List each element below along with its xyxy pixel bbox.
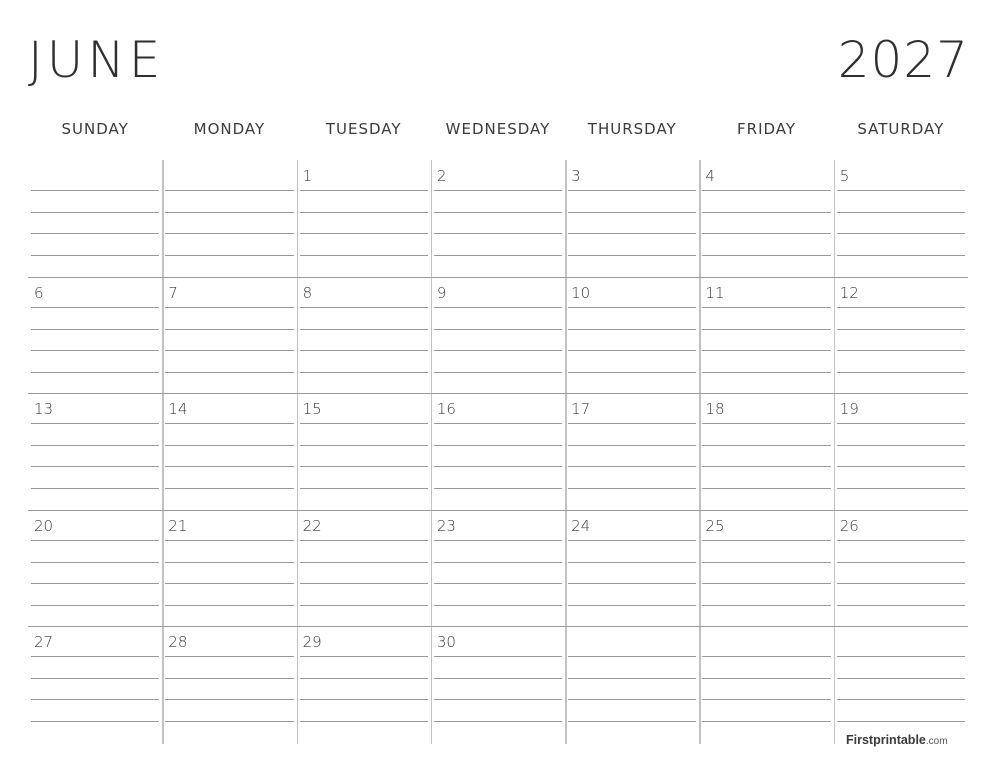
writing-line xyxy=(702,350,830,351)
day-cell[interactable] xyxy=(162,626,296,743)
week-divider xyxy=(565,277,699,278)
day-cell[interactable] xyxy=(431,626,565,743)
week-divider xyxy=(28,626,162,627)
week-divider xyxy=(431,626,565,627)
writing-line xyxy=(837,423,965,424)
writing-line xyxy=(31,540,159,541)
writing-line xyxy=(434,583,562,584)
week-divider xyxy=(431,510,565,511)
week-divider xyxy=(834,626,968,627)
day-cell[interactable] xyxy=(28,510,162,627)
day-number: 15 xyxy=(302,400,322,419)
writing-line xyxy=(434,562,562,563)
week-divider xyxy=(162,393,296,394)
writing-line xyxy=(837,488,965,489)
writing-line xyxy=(434,307,562,308)
day-cell[interactable] xyxy=(565,160,699,277)
day-cell[interactable] xyxy=(699,160,833,277)
writing-line xyxy=(300,307,428,308)
writing-line xyxy=(702,466,830,467)
writing-line xyxy=(702,329,830,330)
day-cell[interactable] xyxy=(699,510,833,627)
writing-line xyxy=(165,540,293,541)
writing-line xyxy=(568,212,696,213)
writing-line xyxy=(702,721,830,722)
day-cell[interactable] xyxy=(565,626,699,743)
writing-line xyxy=(837,329,965,330)
day-number: 4 xyxy=(705,167,715,185)
writing-line xyxy=(702,212,830,213)
writing-line xyxy=(300,423,428,424)
weekday-label: SATURDAY xyxy=(857,120,945,138)
weekday-label: THURSDAY xyxy=(587,120,677,138)
writing-line xyxy=(837,656,965,657)
writing-line xyxy=(300,562,428,563)
writing-line xyxy=(165,699,293,700)
writing-line xyxy=(568,488,696,489)
writing-line xyxy=(31,350,159,351)
writing-line xyxy=(31,678,159,679)
writing-line xyxy=(568,466,696,467)
writing-line xyxy=(165,656,293,657)
day-number: 7 xyxy=(168,283,178,302)
day-number: 8 xyxy=(302,283,313,302)
week-divider xyxy=(297,626,431,627)
calendar-grid xyxy=(28,160,968,744)
day-number: 25 xyxy=(705,516,725,535)
writing-line xyxy=(568,540,696,541)
writing-line xyxy=(568,721,696,722)
writing-line xyxy=(31,721,159,722)
writing-line xyxy=(165,329,293,330)
writing-line xyxy=(31,372,159,373)
writing-line xyxy=(837,678,965,679)
writing-line xyxy=(837,562,965,563)
writing-line xyxy=(702,656,830,657)
writing-line xyxy=(434,212,562,213)
day-number: 27 xyxy=(34,633,54,652)
brand-suffix: .com xyxy=(925,736,948,747)
day-cell[interactable] xyxy=(297,510,431,627)
writing-line xyxy=(300,605,428,606)
writing-line xyxy=(434,466,562,467)
day-number: 12 xyxy=(839,283,859,302)
writing-line xyxy=(165,233,293,234)
day-number: 2 xyxy=(436,167,447,185)
day-cell[interactable] xyxy=(834,393,968,510)
writing-line xyxy=(434,190,562,191)
writing-line xyxy=(300,540,428,541)
writing-line xyxy=(702,190,830,191)
week-divider xyxy=(699,393,833,394)
day-cell[interactable] xyxy=(28,277,162,394)
day-number: 23 xyxy=(436,516,456,535)
writing-line xyxy=(31,445,159,446)
writing-line xyxy=(568,233,696,234)
writing-line xyxy=(300,233,428,234)
writing-line xyxy=(434,372,562,373)
writing-line xyxy=(165,190,293,191)
writing-line xyxy=(568,350,696,351)
writing-line xyxy=(837,190,965,191)
writing-line xyxy=(300,699,428,700)
brand-logo xyxy=(846,733,948,747)
day-cell[interactable] xyxy=(699,626,833,743)
writing-line xyxy=(434,678,562,679)
writing-line xyxy=(837,372,965,373)
writing-line xyxy=(568,583,696,584)
week-divider xyxy=(834,510,968,511)
day-cell[interactable] xyxy=(699,277,833,394)
day-cell[interactable] xyxy=(565,277,699,394)
writing-line xyxy=(300,372,428,373)
writing-line xyxy=(568,656,696,657)
day-number: 11 xyxy=(705,283,725,302)
writing-line xyxy=(702,583,830,584)
day-cell[interactable] xyxy=(28,626,162,743)
writing-line xyxy=(837,605,965,606)
writing-line xyxy=(31,255,159,256)
writing-line xyxy=(165,212,293,213)
writing-line xyxy=(31,212,159,213)
writing-line xyxy=(31,583,159,584)
day-cell[interactable] xyxy=(162,510,296,627)
writing-line xyxy=(300,445,428,446)
day-number: 1 xyxy=(302,167,313,185)
writing-line xyxy=(165,372,293,373)
writing-line xyxy=(165,423,293,424)
day-number: 16 xyxy=(436,400,456,419)
writing-line xyxy=(31,488,159,489)
weekday-label: SUNDAY xyxy=(61,120,129,138)
writing-line xyxy=(165,466,293,467)
writing-line xyxy=(31,656,159,657)
writing-line xyxy=(837,699,965,700)
writing-line xyxy=(837,212,965,213)
writing-line xyxy=(165,678,293,679)
week-divider xyxy=(162,626,296,627)
writing-line xyxy=(702,605,830,606)
writing-line xyxy=(837,255,965,256)
week-divider xyxy=(565,626,699,627)
week-divider xyxy=(297,510,431,511)
writing-line xyxy=(31,307,159,308)
weekday-header-row xyxy=(28,118,968,140)
week-divider xyxy=(297,393,431,394)
week-divider xyxy=(162,277,296,278)
writing-line xyxy=(300,255,428,256)
week-divider xyxy=(28,277,162,278)
day-number: 24 xyxy=(571,516,591,535)
week-divider xyxy=(699,510,833,511)
writing-line xyxy=(165,307,293,308)
writing-line xyxy=(434,329,562,330)
writing-line xyxy=(568,678,696,679)
day-cell[interactable] xyxy=(431,277,565,394)
writing-line xyxy=(300,721,428,722)
day-cell[interactable] xyxy=(699,393,833,510)
writing-line xyxy=(702,233,830,234)
writing-line xyxy=(300,678,428,679)
day-number: 28 xyxy=(168,633,188,652)
day-number: 29 xyxy=(302,633,322,652)
writing-line xyxy=(434,423,562,424)
writing-line xyxy=(300,190,428,191)
writing-line xyxy=(165,605,293,606)
day-cell[interactable] xyxy=(162,393,296,510)
writing-line xyxy=(568,562,696,563)
week-divider xyxy=(28,510,162,511)
day-number: 18 xyxy=(705,400,725,419)
writing-line xyxy=(837,307,965,308)
day-number: 17 xyxy=(571,400,591,419)
writing-line xyxy=(434,656,562,657)
writing-line xyxy=(837,466,965,467)
writing-line xyxy=(837,721,965,722)
writing-line xyxy=(434,540,562,541)
day-cell[interactable] xyxy=(431,510,565,627)
writing-line xyxy=(568,445,696,446)
writing-line xyxy=(31,466,159,467)
year-title: 2027 xyxy=(837,31,969,89)
week-divider xyxy=(834,393,968,394)
writing-line xyxy=(568,329,696,330)
writing-line xyxy=(568,423,696,424)
weekday-label: WEDNESDAY xyxy=(445,120,551,138)
day-number: 5 xyxy=(839,167,850,185)
day-cell[interactable] xyxy=(162,160,296,277)
day-cell[interactable] xyxy=(28,393,162,510)
writing-line xyxy=(434,721,562,722)
writing-line xyxy=(702,488,830,489)
writing-line xyxy=(434,488,562,489)
day-cell[interactable] xyxy=(834,160,968,277)
week-divider xyxy=(431,277,565,278)
writing-line xyxy=(31,562,159,563)
week-divider xyxy=(699,626,833,627)
writing-line xyxy=(300,656,428,657)
week-divider xyxy=(162,510,296,511)
writing-line xyxy=(568,190,696,191)
week-divider xyxy=(297,277,431,278)
day-number: 10 xyxy=(571,283,591,302)
day-number: 13 xyxy=(34,400,54,419)
writing-line xyxy=(568,255,696,256)
writing-line xyxy=(165,562,293,563)
writing-line xyxy=(568,307,696,308)
writing-line xyxy=(300,488,428,489)
writing-line xyxy=(434,445,562,446)
writing-line xyxy=(837,233,965,234)
day-cell[interactable] xyxy=(431,160,565,277)
day-number: 9 xyxy=(436,283,447,302)
day-cell[interactable] xyxy=(431,393,565,510)
weekday-label: FRIDAY xyxy=(737,120,797,138)
writing-line xyxy=(165,583,293,584)
writing-line xyxy=(300,350,428,351)
day-cell[interactable] xyxy=(834,626,968,743)
writing-line xyxy=(300,212,428,213)
writing-line xyxy=(702,445,830,446)
writing-line xyxy=(568,699,696,700)
writing-line xyxy=(165,255,293,256)
writing-line xyxy=(434,605,562,606)
writing-line xyxy=(434,233,562,234)
day-number: 21 xyxy=(168,516,188,535)
writing-line xyxy=(300,466,428,467)
writing-line xyxy=(165,445,293,446)
day-cell[interactable] xyxy=(162,277,296,394)
writing-line xyxy=(702,699,830,700)
week-divider xyxy=(699,277,833,278)
writing-line xyxy=(31,329,159,330)
day-cell[interactable] xyxy=(565,510,699,627)
brand-name: Firstprintable xyxy=(846,733,926,747)
weekday-label: MONDAY xyxy=(193,120,266,138)
day-cell[interactable] xyxy=(297,277,431,394)
day-cell[interactable] xyxy=(28,160,162,277)
writing-line xyxy=(31,699,159,700)
day-cell[interactable] xyxy=(297,160,431,277)
day-number: 26 xyxy=(839,516,859,535)
writing-line xyxy=(300,329,428,330)
writing-line xyxy=(31,423,159,424)
day-number: 14 xyxy=(168,400,188,419)
day-cell[interactable] xyxy=(834,277,968,394)
week-divider xyxy=(565,393,699,394)
day-cell[interactable] xyxy=(297,626,431,743)
day-cell[interactable] xyxy=(834,510,968,627)
week-divider xyxy=(431,393,565,394)
writing-line xyxy=(434,350,562,351)
writing-line xyxy=(837,583,965,584)
week-divider xyxy=(28,393,162,394)
day-number: 6 xyxy=(34,283,44,302)
writing-line xyxy=(702,423,830,424)
writing-line xyxy=(31,605,159,606)
writing-line xyxy=(837,540,965,541)
writing-line xyxy=(702,562,830,563)
day-number: 22 xyxy=(302,516,322,535)
writing-line xyxy=(165,488,293,489)
day-cell[interactable] xyxy=(297,393,431,510)
writing-line xyxy=(837,445,965,446)
writing-line xyxy=(300,583,428,584)
day-number: 30 xyxy=(436,633,456,652)
writing-line xyxy=(31,233,159,234)
day-number: 3 xyxy=(571,167,581,185)
day-number: 19 xyxy=(839,400,859,419)
month-title: JUNE xyxy=(28,31,165,89)
writing-line xyxy=(434,699,562,700)
writing-line xyxy=(568,605,696,606)
writing-line xyxy=(702,307,830,308)
writing-line xyxy=(31,190,159,191)
week-divider xyxy=(834,277,968,278)
day-cell[interactable] xyxy=(565,393,699,510)
writing-line xyxy=(702,372,830,373)
weekday-label: TUESDAY xyxy=(325,120,402,138)
day-number: 20 xyxy=(34,516,54,535)
writing-line xyxy=(702,540,830,541)
week-divider xyxy=(565,510,699,511)
writing-line xyxy=(702,255,830,256)
writing-line xyxy=(568,372,696,373)
writing-line xyxy=(165,721,293,722)
writing-line xyxy=(837,350,965,351)
writing-line xyxy=(702,678,830,679)
writing-line xyxy=(434,255,562,256)
writing-line xyxy=(165,350,293,351)
